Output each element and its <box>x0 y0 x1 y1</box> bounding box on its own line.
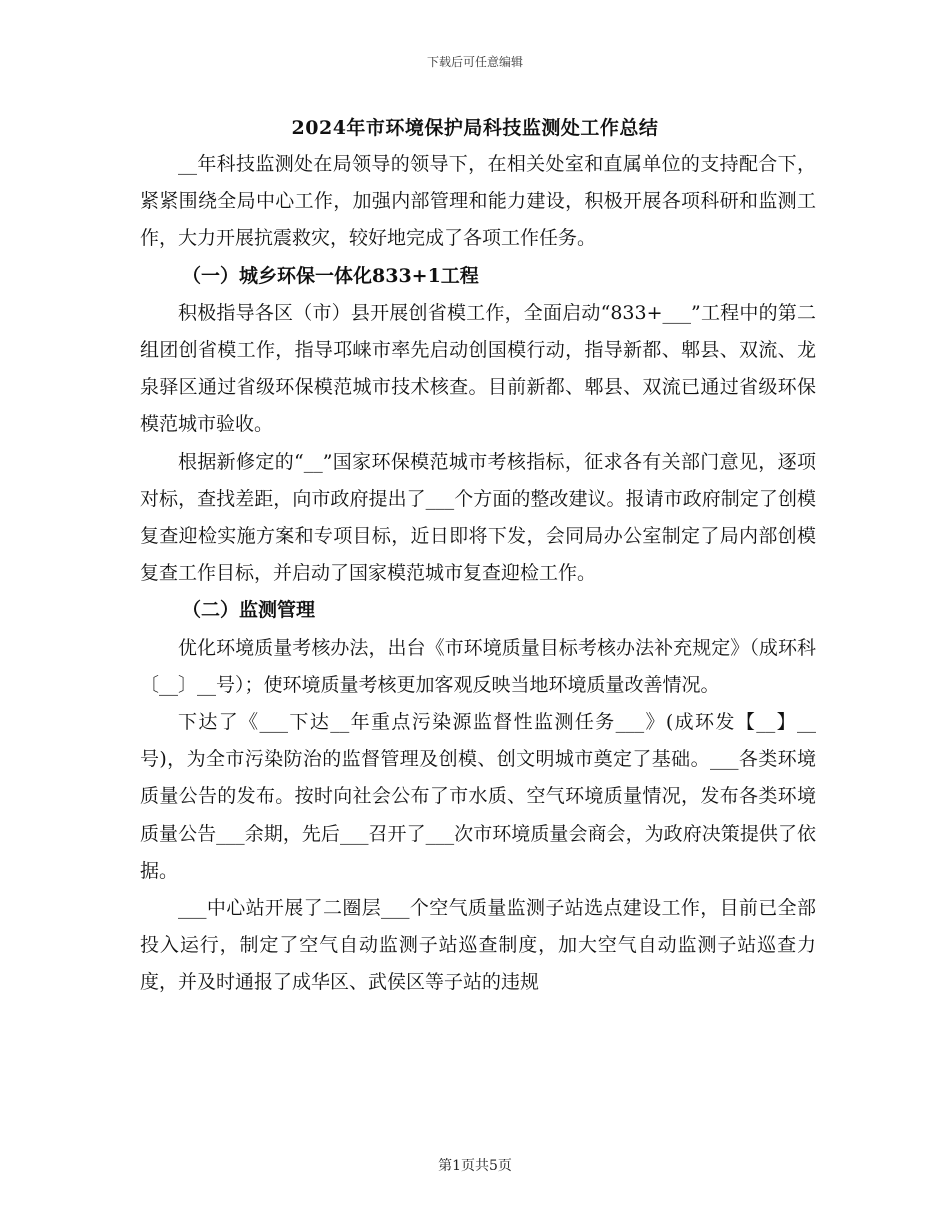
paragraph-1-1: 积极指导各区（市）县开展创省模工作，全面启动“833+___”工程中的第二组团创省模工作，指导邛崃市率先启动创国模行动，指导新都、郫县、双流、龙泉驿区通过省级环保模范城市技术核查。目前新都、郫县、双流已通过省级环保模范城市验收。 <box>140 301 816 436</box>
section-heading-1: （一）城乡环保一体化833+1工程 <box>182 264 479 287</box>
document-body <box>140 146 816 1002</box>
page-header: 下载后可任意编辑 <box>426 55 523 69</box>
paragraph-intro: __年科技监测处在局领导的领导下，在相关处室和直属单位的支持配合下，紧紧围绕全局中心工作，加强内部管理和能力建设，积极开展各项科研和监测工作，大力开展抗震救灾，较好地完成了各项工作任务。 <box>140 153 816 250</box>
section-heading-2: （二）监测管理 <box>182 599 316 622</box>
paragraph-2-1: 优化环境质量考核办法，出台《市环境质量目标考核办法补充规定》（成环科〔__〕__号）；使环境质量考核更加客观反映当地环境质量改善情况。 <box>140 636 816 696</box>
paragraph-2-3: ___中心站开展了二圈层___个空气质量监测子站选点建设工作，目前已全部投入运行，制定了空气自动监测子站巡查制度，加大空气自动监测子站巡查力度，并及时通报了成华区、武侯区等子站的违规 <box>140 897 816 994</box>
page-footer: 第1页共5页 <box>438 1158 512 1174</box>
document-title: 2024年市环境保护局科技监测处工作总结 <box>291 117 659 139</box>
paragraph-2-2: 下达了《___下达__年重点污染源监督性监测任务___》(成环发【__】__号)，为全市污染防治的监督管理及创模、创文明城市奠定了基础。___各类环境质量公告的发布。按时向社会公布了市水质、空气环境质量情况，发布各类环境质量公告___余期，先后___召开了___次市环境质量会商会，为政府决策提供了依据。 <box>140 711 816 882</box>
paragraph-1-2: 根据新修定的“__”国家环保模范城市考核指标，征求各有关部门意见，逐项对标，查找差距，向市政府提出了___个方面的整改建议。报请市政府制定了创模复查迎检实施方案和专项目标，近日即将下发，会同局办公室制定了局内部创模复查工作目标，并启动了国家模范城市复查迎检工作。 <box>140 450 816 585</box>
